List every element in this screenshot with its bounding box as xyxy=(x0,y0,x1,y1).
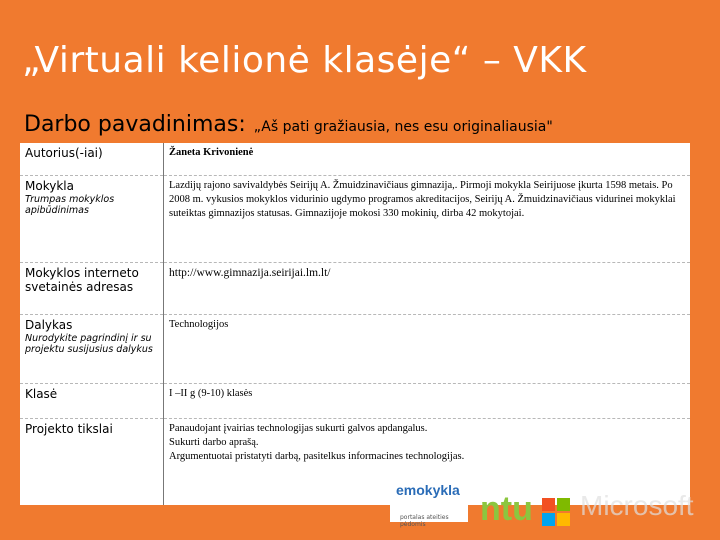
author-value: Žaneta Krivonienė xyxy=(164,143,691,176)
sponsor-logos xyxy=(390,480,720,540)
school-label: Mokykla xyxy=(25,179,74,193)
microsoft-flag-icon xyxy=(542,498,570,526)
subject-label: Dalykas xyxy=(25,318,73,332)
emokykla-logo-text: emokykla xyxy=(396,482,460,498)
subject-value: Technologijos xyxy=(164,315,691,384)
subject-label-cell xyxy=(20,315,164,384)
subject-hint: Nurodykite pagrindinį ir su projektu susijusius dalykus xyxy=(25,333,153,355)
website-link[interactable]: http://www.gimnazija.seirijai.lm.lt/ xyxy=(164,263,691,315)
emokykla-logo-subtext: portalas ateities pėdomis xyxy=(400,514,449,528)
goal-line: Sukurti darbo aprašą. xyxy=(169,437,259,449)
author-label: Autorius(-iai) xyxy=(20,143,164,176)
table-row xyxy=(20,384,690,419)
goal-line: Argumentuotai pristatyti darbą, pasitelkus informacines technologijas. xyxy=(169,451,465,463)
work-title-value: „Aš pati gražiausia, nes esu originaliausia" xyxy=(253,119,553,135)
school-label-cell xyxy=(20,176,164,263)
school-value: Lazdijų rajono savivaldybės Seirijų A. Žmuidzinavičiaus gimnazija,. Pirmoji mokykla Seirijuose įkurta 1598 metais. Po 2008 m. vykusios mokyklos vidurinio ugdymo programos akreditacijos, Seirijų A. Žmuidzinavičiaus vidurinei mokyklai suteiktas gimnazijos statusas. Gimnazijoje mokosi 330 mokinių, dirba 42 mokytojai. xyxy=(164,176,691,263)
work-title-label: Darbo pavadinimas: xyxy=(24,112,246,137)
ntu-logo: ntu xyxy=(480,490,533,528)
class-label: Klasė xyxy=(20,384,164,419)
table-row xyxy=(20,315,690,384)
table-row xyxy=(20,143,690,176)
slide-title: „Virtuali kelionė klasėje“ – VKK xyxy=(22,40,587,81)
goal-line: Panaudojant įvairias technologijas sukurti galvos apdangalus. xyxy=(169,423,428,434)
website-label: Mokyklos interneto svetainės adresas xyxy=(20,263,164,315)
microsoft-logo: Microsoft xyxy=(580,490,694,521)
work-title-line xyxy=(24,112,553,137)
table-row xyxy=(20,263,690,315)
project-info-table xyxy=(20,143,690,505)
class-value: I –II g (9-10) klasės xyxy=(164,384,691,419)
emokykla-logo xyxy=(390,480,468,528)
school-hint: Trumpas mokyklos apibūdinimas xyxy=(25,194,115,216)
table-row xyxy=(20,176,690,263)
goals-label: Projekto tikslai xyxy=(20,419,164,506)
